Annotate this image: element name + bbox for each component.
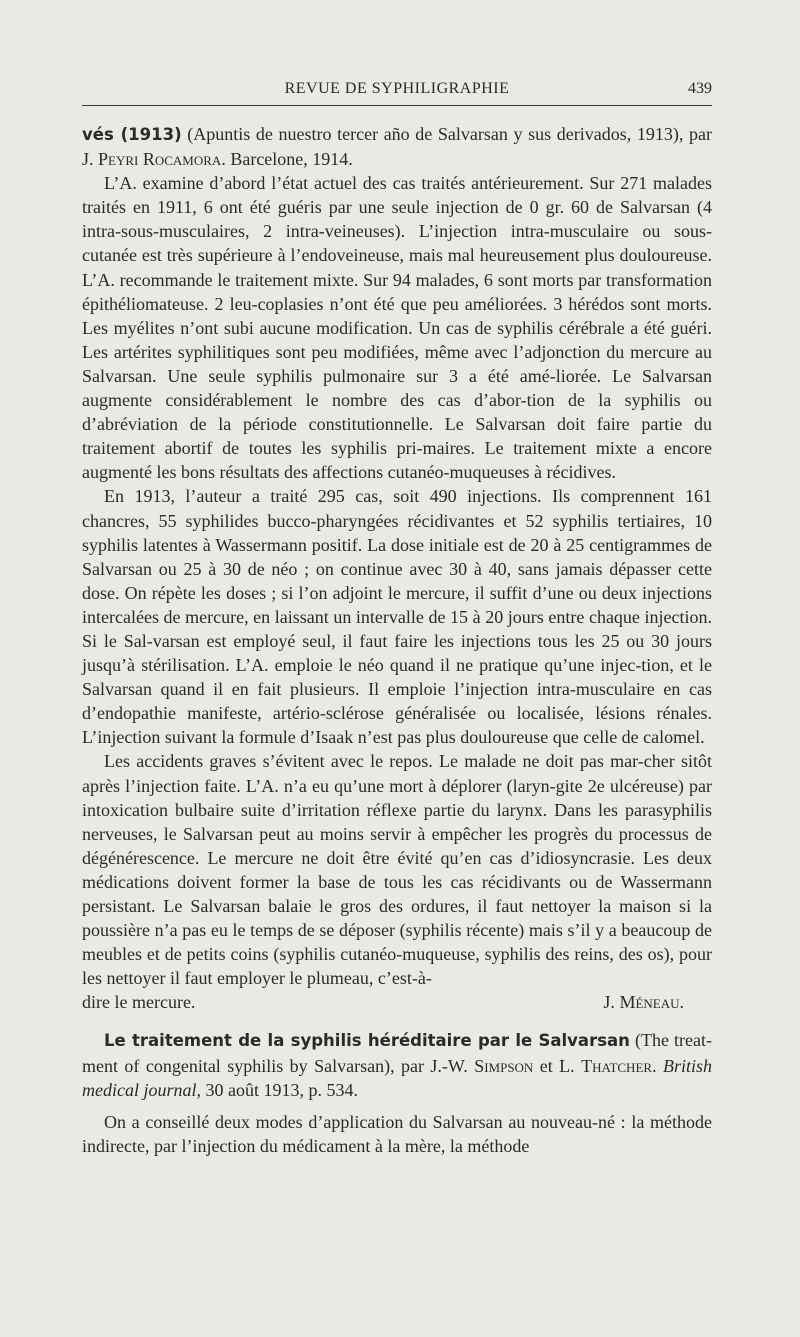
review-1-paragraph-3: Les accidents graves s’évitent avec le repos. Le malade ne doit pas mar-cher sitôt après l’injection faite. L’A. n’a eu qu’une mort à déplorer (laryn-gite 2e ulcéreuse) par intoxication bulbaire suite d’irritation réflexe partie du larynx. Dans les parasyphilis nerveuses, le Salvarsan peut au moins servir à empêcher les progrès du processus de dégénérescence. Le mercure ne doit être évité qu’en cas d’idiosyncrasie. Les deux médications doivent former la base de tous les cas récidivants ou de Wassermann persistant. Le Salvarsan balaie le gros des ordures, il faut nettoyer la maison si la poussière n’a pas eu le temps de se déposer (syphilis récente) mais s’il y a beaucoup de meubles et de petits coins (syphilis cutanéo-muqueuse, syphilis des reins, des os), pour les nettoyer il faut employer le plumeau, c’est-à-	[82, 751, 712, 989]
author-name: Simpson	[474, 1055, 534, 1076]
review-1-signature-line	[82, 990, 712, 1014]
review-1-citation: vés (1913) (Apuntis de nuestro tercer año de Salvarsan y sus derivados, 1913), par J. Peyri Rocamora. Barcelone, 1914.	[82, 124, 712, 170]
review-2-heading: Le traitement de la syphilis héréditaire par le Salvarsan	[104, 1031, 630, 1051]
author-name: Peyri Rocamora	[98, 149, 222, 170]
review-1-paragraph-2: En 1913, l’auteur a traité 295 cas, soit 490 injections. Ils comprennent 161 chancres, 55 syphilides bucco-pharyngées récidivantes et 52 syphilis tertiaires, 10 syphilis latentes à Wassermann positif. La dose initiale est de 20 à 25 centigrammes de Salvarsan ou 25 à 30 de néo ; on continue avec 30 à 40, sans jamais dépasser cette dose. On répète les doses ; si l’on adjoint le mercure, il suffit d’une ou deux injections intercalées de mercure, en laissant un intervalle de 15 à 20 jours entre chaque injection. Si le Sal-varsan est employé seul, il faut faire les injections tous les 25 ou 30 jours jusqu’à stérilisation. L’A. emploie le néo quand il ne pratique qu’une injec-tion, et le Salvarsan quand il en fait plusieurs. Il emploie l’injection intra-musculaire en cas d’endopathie manifeste, artério-sclérose généralisée ou localisée, lésions rénales. L’injection suivant la formule d’Isaak n’est pas plus douloureuse que celle de calomel.	[82, 486, 712, 748]
review-2-paragraph-1: On a conseillé deux modes d’application du Salvarsan au nouveau-né : la méthode indirecte, par l’injection du médicament à la mère, la méthode	[82, 1111, 712, 1156]
page-number: 439	[688, 80, 712, 97]
header-rule	[82, 105, 712, 106]
running-head: REVUE DE SYPHILIGRAPHIE	[284, 80, 510, 97]
page-header	[82, 80, 712, 102]
author-name: Thatcher	[581, 1055, 653, 1076]
citation-year: vés (1913)	[82, 125, 182, 144]
journal-title: British medical journal,	[82, 1055, 713, 1100]
review-1-paragraph-3-end: dire le mercure.	[82, 992, 196, 1013]
review-1-paragraph-1: L’A. examine d’abord l’état actuel des cas traités antérieurement. Sur 271 malades traités en 1911, 6 ont été guéris par une seule injection de 0 gr. 60 de Salvarsan (4 intra-sous-musculaires, 2 intra-veineuses). L’injection intra-musculaire ou sous-cutanée est très supérieure à l’endoveineuse, mais mal heureusement plus douloureuse. L’A. recommande le traitement mixte. Sur 94 malades, 6 sont morts par transformation épithéliomateuse. 2 leu-coplasies n’ont été que peu améliorées. 3 hérédos sont morts. Les myélites n’ont subi aucune modification. Un cas de syphilis cérébrale a été guéri. Les artérites syphilitiques sont peu modifiées, même avec l’adjonction du mercure au Salvarsan. Une seule syphilis pulmonaire sur 3 a été amé-liorée. Le Salvarsan augmente considérablement le nombre des cas d’abor-tion de la syphilis ou d’abréviation de la période constitutionnelle. Le Salvarsan doit faire partie du traitement abortif de toutes les syphilis pri-maires. Le traitement mixte a encore augmenté les bons résultats des affections cutanéo-muqueuses à récidives.	[82, 173, 712, 483]
reviewer-signature: J. Méneau.	[603, 992, 684, 1013]
page-body	[82, 122, 712, 1158]
review-2-title: Le traitement de la syphilis héréditaire par le Salvarsan (The treat-ment of congenital syphilis by Salvarsan), par J.-W. Simpson et L. Thatcher. British medical journal, 30 août 1913, p. 534.	[82, 1030, 713, 1100]
